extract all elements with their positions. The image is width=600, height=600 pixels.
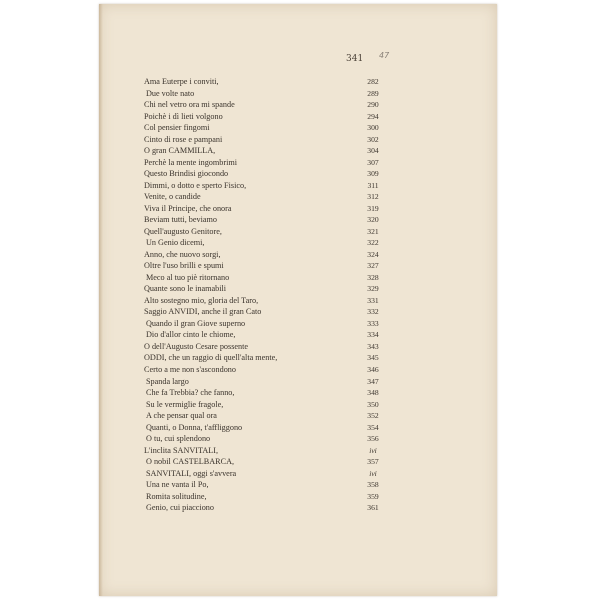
toc-entry-title: Un Genio dicemi, [146,238,205,247]
toc-entry-page: 312 [367,192,379,201]
toc-entry-page: 320 [367,215,379,224]
toc-entry-page: 359 [367,492,379,501]
toc-entry-title: Oltre l'uso brilli e spumi [144,261,224,270]
page-number: 341 [346,54,364,64]
toc-entry-page: 346 [367,365,379,374]
toc-entry-page: 300 [367,123,379,132]
toc-entry-title: Una ne vanta il Po, [146,480,209,489]
toc-entry-page: 319 [367,204,379,213]
toc-entry-page: 347 [367,377,379,386]
toc-entry-title: Beviam tutti, beviamo [144,215,217,224]
toc-entry-title: Dimmi, o dotto e sperto Fisico, [144,181,247,190]
toc-entry-title: Poichè i dì lieti volgono [144,112,223,121]
toc-entry-page: 304 [367,146,379,155]
toc-entry-page: 311 [367,181,379,190]
toc-entry-page: 329 [367,284,379,293]
toc-entry-title: Su le vermiglie fragole, [146,400,224,409]
toc-entry-page: 302 [367,135,379,144]
toc-entry-page: 289 [367,89,379,98]
toc-entry-page: 324 [367,250,379,259]
toc-entry-page: 332 [367,307,379,316]
pencil-annotation: 47 [379,51,390,60]
toc-entry-title: Cinto di rose e pampani [144,135,223,144]
toc-entry-title: Spanda largo [146,377,189,386]
toc-entry-page: 294 [367,112,379,121]
toc-entry-page: ivi [369,469,377,478]
toc-entry-title: Quante sono le inamabili [144,284,227,293]
toc-entry-title: O nobil CASTELBARCA, [146,457,235,466]
toc-entry-title: Quanti, o Donna, t'affliggono [146,423,243,432]
toc-entry-title: Certo a me non s'ascondono [144,365,236,374]
toc-entry-title: Alto sostegno mio, gloria del Taro, [144,296,259,305]
toc-entry-title: Saggio ANVIDI, anche il gran Cato [144,307,262,316]
toc-entry-title: O gran CAMMILLA, [144,146,216,155]
toc-entry-title: Che fa Trebbia? che fanno, [146,388,235,397]
toc-entry-title: Perchè la mente ingombrimi [144,158,237,167]
toc-entry-title: Meco al tuo piè ritornano [146,273,230,282]
toc-entry-page: 348 [367,388,379,397]
toc-entry-page: 309 [367,169,379,178]
toc-entry-page: 358 [367,480,379,489]
toc-entry-title: Romita solitudine, [146,492,207,501]
toc-entry-title: Ama Euterpe i conviti, [144,77,219,86]
toc-entry-page: 361 [367,503,379,512]
toc-entry-title: Quell'augusto Genitore, [144,227,222,236]
toc-entry-page: 327 [367,261,379,270]
toc-entry-title: O tu, cui splendono [146,434,211,443]
toc-entry-title: ODDI, che un raggio di quell'alta mente, [144,353,278,362]
toc-entry-title: Due volte nato [146,89,195,98]
toc-entry-title: Anno, che nuovo sorgi, [144,250,221,259]
toc-entry-page: 290 [367,100,379,109]
toc-entry-page: 354 [367,423,379,432]
toc-entry-title: Genio, cui piacciono [146,503,214,512]
toc-entry-page: ivi [369,446,377,455]
toc-entry-page: 345 [367,353,379,362]
toc-entry-title: Chi nel vetro ora mi spande [144,100,235,109]
toc-entry-page: 350 [367,400,379,409]
toc-entry-page: 331 [367,296,379,305]
toc-entry-title: Questo Brindisi giocondo [144,169,229,178]
toc-entry-title: L'inclita SANVITALI, [144,446,219,455]
toc-entry-page: 307 [367,158,379,167]
toc-entry-page: 334 [367,330,379,339]
toc-entry-page: 282 [367,77,379,86]
toc-entry-title: Col pensier fingomi [144,123,210,132]
toc-entry-page: 343 [367,342,379,351]
toc-entry-page: 333 [367,319,379,328]
toc-entry-title: O dell'Augusto Cesare possente [144,342,249,351]
toc-entry-page: 352 [367,411,379,420]
toc-entry-page: 356 [367,434,379,443]
toc-entry-title: Quando il gran Giove superno [146,319,246,328]
toc-entry-page: 322 [367,238,379,247]
toc-entry-page: 357 [367,457,379,466]
toc-entry-title: Venite, o candide [144,192,201,201]
toc-entry-title: Dio d'allor cinto le chiome, [146,330,236,339]
toc-entry-page: 321 [367,227,379,236]
toc-entry-page: 328 [367,273,379,282]
toc-entry-title: SANVITALI, oggi s'avvera [146,469,237,478]
toc-entry-title: A che pensar qual ora [146,411,217,420]
toc-entry-title: Viva il Principe, che onora [144,204,232,213]
